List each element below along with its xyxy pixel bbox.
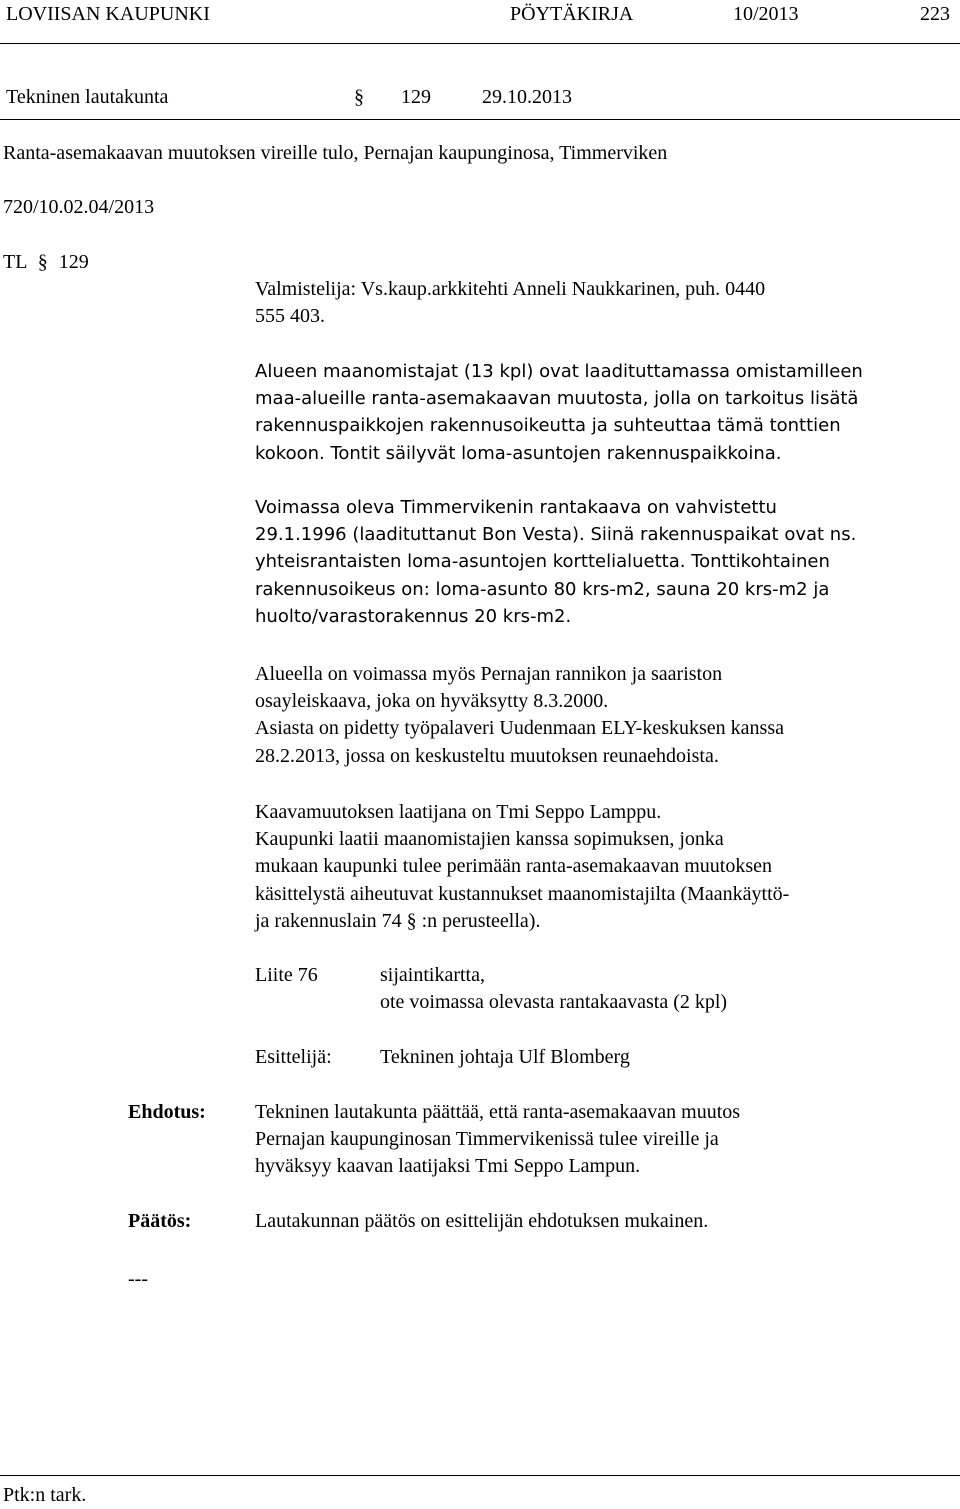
paragraph-line: käsittelystä aiheutuvat kustannukset maanomistajilta (Maankäyttö- (255, 882, 790, 905)
paragraph-line: 29.1.1996 (laadituttanut Bon Vesta). Siinä rakennuspaikat ovat ns. (255, 524, 857, 546)
paragraph-line: Kaavamuutoksen laatijana on Tmi Seppo Lamppu. (255, 801, 662, 823)
header-city: LOVIISAN KAUPUNKI (6, 3, 210, 25)
paragraph-line: Alueella on voimassa myös Pernajan rannikon ja saariston (255, 663, 723, 685)
ref-number: 129 (58, 251, 89, 273)
footer-rule (0, 1475, 960, 1476)
proposal-line: Tekninen lautakunta päättää, että ranta-asemakaavan muutos (255, 1101, 741, 1123)
body-paragraph (255, 358, 895, 467)
proposal-label: Ehdotus: (128, 1101, 206, 1123)
preparer-line: Valmistelija: Vs.kaup.arkkitehti Anneli Naukkarinen, puh. 0440 (255, 278, 766, 300)
paragraph-line: Kaupunki laatii maanomistajien kanssa sopimuksen, jonka (255, 828, 724, 851)
paragraph-line: maa-alueille ranta-asemakaavan muutosta, jolla on tarkoitus lisätä (255, 388, 859, 410)
meeting-section: 129 (401, 86, 431, 108)
ref-prefix: TL (3, 251, 27, 273)
paragraph-line: rakennuspaikkojen rakennusoikeutta ja suhteuttaa tämä tonttien (255, 415, 841, 437)
paragraph-line: kokoon. Tontit säilyvät loma-asuntojen rakennuspaikkoina. (255, 442, 782, 464)
attachment-line: ote voimassa olevasta rantakaavasta (2 kpl) (380, 991, 728, 1013)
decision-label: Päätös: (128, 1210, 192, 1232)
preparer-block (255, 276, 895, 330)
paragraph-line: 28.2.2013, jossa on keskusteltu muutoksen reunaehdoista. (255, 744, 719, 767)
paragraph-line: rakennusoikeus on: loma-asunto 80 krs-m2, sauna 20 krs-m2 ja (255, 578, 830, 600)
paragraph-line: Asiasta on pidetty työpalaveri Uudenmaan ELY-keskuksen kanssa (255, 717, 784, 740)
attachment-line: sijaintikartta, (380, 964, 485, 986)
paragraph-line: Alueen maanomistajat (13 kpl) ovat laadituttamassa omistamilleen (255, 361, 863, 382)
paragraph-line: mukaan kaupunki tulee perimään ranta-asemakaavan muutoksen (255, 855, 773, 878)
body-paragraph (255, 494, 895, 630)
header-page-number: 223 (920, 3, 950, 25)
header-doc-type: PÖYTÄKIRJA (510, 3, 634, 25)
paragraph-line: osayleiskaava, joka on hyväksytty 8.3.2000. (255, 690, 609, 713)
record-number: 720/10.02.04/2013 (3, 196, 155, 218)
header-issue: 10/2013 (733, 3, 799, 25)
presenter-value: Tekninen johtaja Ulf Blomberg (380, 1046, 630, 1068)
body-paragraph (255, 661, 895, 770)
paragraph-line: huolto/varastorakennus 20 krs-m2. (255, 605, 572, 627)
meeting-body: Tekninen lautakunta (6, 86, 169, 108)
paragraph-line: Voimassa oleva Timmervikenin rantakaava on vahvistettu (255, 497, 777, 518)
paragraph-line: ja rakennuslain 74 § :n perusteella). (255, 909, 541, 932)
presenter-label: Esittelijä: (255, 1046, 332, 1068)
header-rule (0, 43, 960, 44)
paragraph-line: yhteisrantaisten loma-asuntojen korttelialuetta. Tonttikohtainen (255, 551, 830, 573)
meeting-rule (0, 119, 960, 120)
ref-section-sign: § (37, 251, 48, 273)
decision-text: Lautakunnan päätös on esittelijän ehdotuksen mukainen. (255, 1210, 709, 1232)
attachment-label: Liite 76 (255, 964, 318, 986)
meeting-date: 29.10.2013 (482, 86, 572, 108)
separator: --- (128, 1268, 148, 1290)
ref-line (3, 249, 89, 276)
item-title: Ranta-asemakaavan muutoksen vireille tulo, Pernajan kaupunginosa, Timmerviken (3, 142, 668, 164)
section-sign: § (354, 86, 364, 108)
proposal-line: Pernajan kaupunginosan Timmervikenissä tulee vireille ja (255, 1128, 719, 1150)
body-paragraph (255, 799, 895, 935)
footer-check: Ptk:n tark. (3, 1484, 87, 1506)
proposal-line: hyväksyy kaavan laatijaksi Tmi Seppo Lampun. (255, 1155, 641, 1177)
preparer-line: 555 403. (255, 305, 325, 328)
